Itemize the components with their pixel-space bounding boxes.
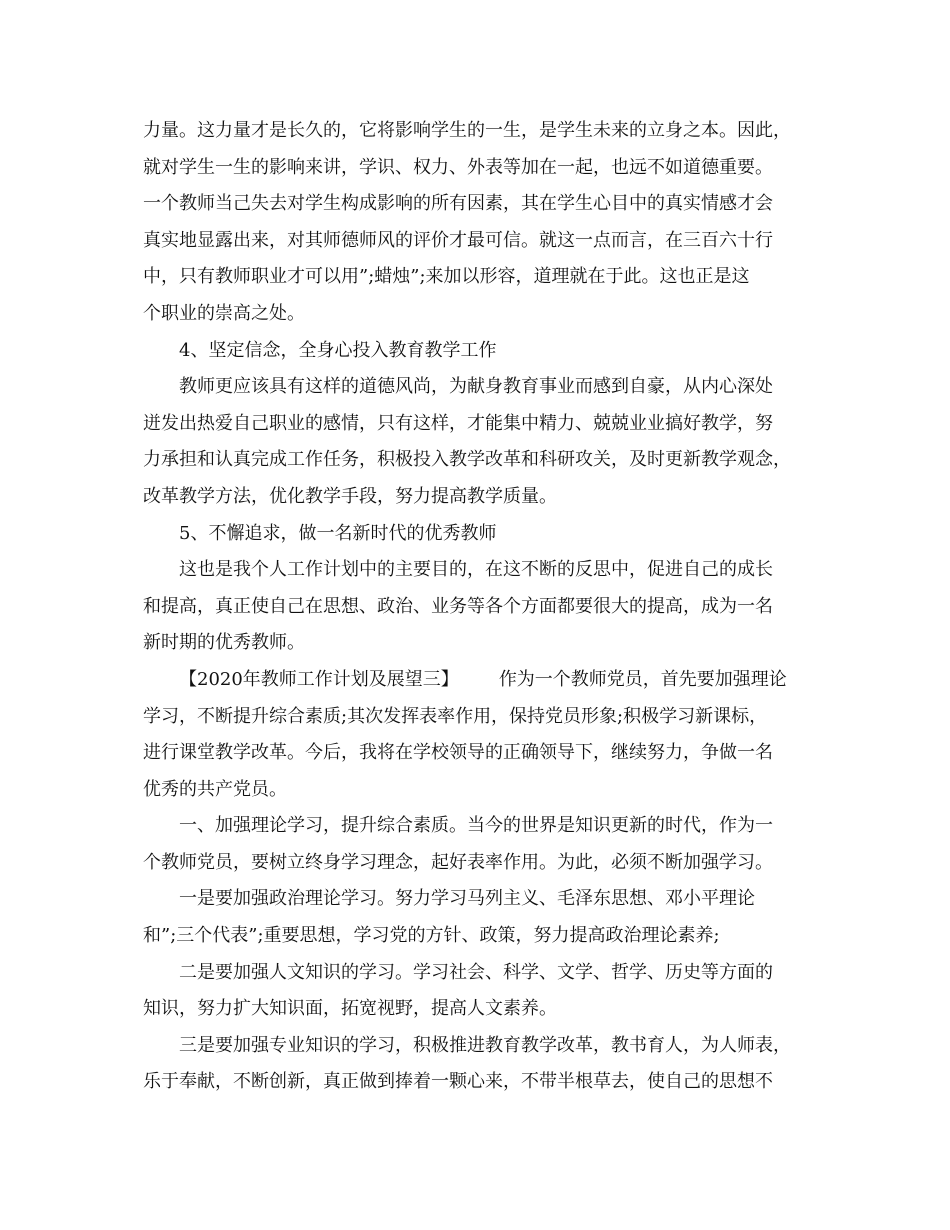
text-line: 一是要加强政治理论学习。努力学习马列主义、毛泽东思想、邓小平理论 <box>179 888 755 910</box>
text-line: 一、加强理论学习，提升综合素质。当今的世界是知识更新的时代，作为一 <box>179 815 773 837</box>
text-line: 真实地显露出来，对其师德师风的评价才最可信。就这一点而言，在三百六十行 <box>143 229 773 251</box>
document-body <box>143 113 808 1101</box>
text-line: 作为一个教师党员，首先要加强理论 <box>498 668 787 690</box>
subheading: 5、不懈追求，做一名新时代的优秀教师 <box>179 522 497 544</box>
text-line: 个职业的崇高之处。 <box>143 302 305 324</box>
text-line: 三是要加强专业知识的学习，积极推进教育教学改革，教书育人，为人师表， <box>179 1034 791 1056</box>
text-line: 和提高，真正使自己在思想、政治、业务等各个方面都要很大的提高，成为一名 <box>143 595 773 617</box>
text-line: 迸发出热爱自己职业的感情，只有这样，才能集中精力、兢兢业业搞好教学，努 <box>143 412 773 434</box>
subheading: 4、坚定信念，全身心投入教育教学工作 <box>179 339 497 361</box>
text-line: 乐于奉献，不断创新，真正做到捧着一颗心来，不带半根草去，使自己的思想不 <box>143 1071 773 1093</box>
text-line: 个教师党员，要树立终身学习理念，起好表率作用。为此，必须不断加强学习。 <box>143 851 773 873</box>
text-line: 二是要加强人文知识的学习。学习社会、科学、文学、哲学、历史等方面的 <box>179 961 773 983</box>
text-line: 教师更应该具有这样的道德风尚，为献身教育事业而感到自豪，从内心深处 <box>179 376 773 398</box>
section-heading-line <box>143 662 808 699</box>
text-line: 力承担和认真完成工作任务，积极投入教学改革和科研攻关，及时更新教学观念， <box>143 449 791 471</box>
text-line: 力量。这力量才是长久的，它将影响学生的一生，是学生未来的立身之本。因此， <box>143 120 791 141</box>
text-line: 这也是我个人工作计划中的主要目的，在这不断的反思中，促进自己的成长 <box>179 559 773 581</box>
text-line: 优秀的共产党员。 <box>143 778 287 800</box>
text-line: 新时期的优秀教师。 <box>143 632 305 654</box>
text-line: 知识，努力扩大知识面，拓宽视野，提高人文素养。 <box>143 998 557 1020</box>
text-line: 学习，不断提升综合素质;其次发挥表率作用，保持党员形象;积极学习新课标， <box>143 705 768 727</box>
text-line: 进行课堂教学改革。今后，我将在学校领导的正确领导下，继续努力，争做一名 <box>143 742 773 764</box>
text-line: 和”;三个代表”;重要思想，学习党的方针、政策，努力提高政治理论素养; <box>143 925 720 947</box>
text-line: 一个教师当己失去对学生构成影响的所有因素，其在学生心目中的真实情感才会 <box>143 193 773 215</box>
text-line: 中，只有教师职业才可以用”;蜡烛”;来加以形容，道理就在于此。这也正是这 <box>143 266 750 288</box>
text-line: 改革教学方法，优化教学手段，努力提高教学质量。 <box>143 485 557 507</box>
text-line: 就对学生一生的影响来讲，学识、权力、外表等加在一起，也远不如道德重要。 <box>143 156 773 178</box>
section-heading: 【2020年教师工作计划及展望三】 <box>179 668 459 690</box>
